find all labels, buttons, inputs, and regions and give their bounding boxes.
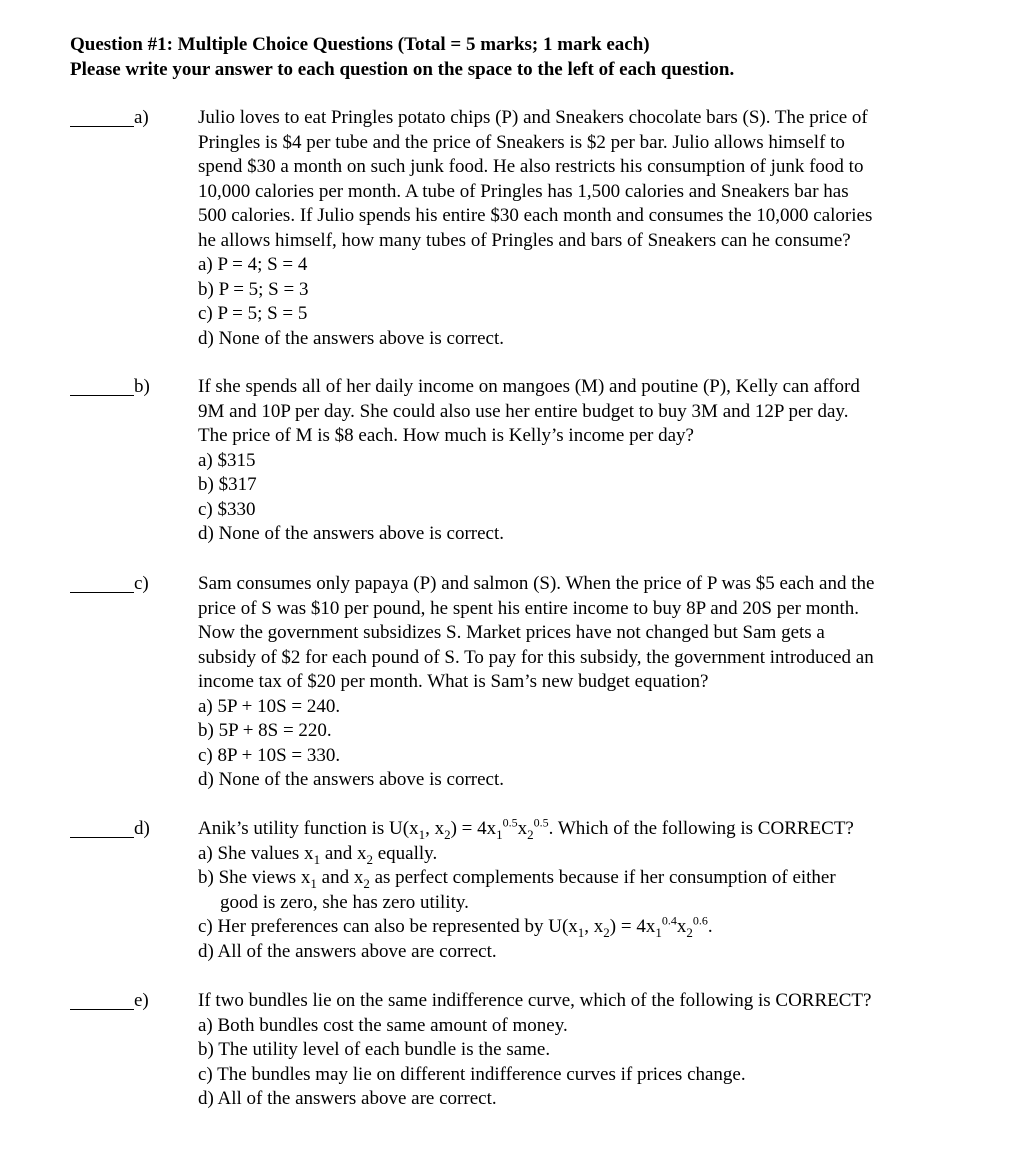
option-a: a) Both bundles cost the same amount of money. xyxy=(198,1014,568,1036)
text-run: . Which of the following is CORRECT? xyxy=(548,818,854,839)
answer-blank-d[interactable] xyxy=(70,837,134,838)
text-run: ) = 4x xyxy=(609,916,656,937)
option-c xyxy=(198,915,973,940)
option-a: a) $315 xyxy=(198,449,256,471)
stem-line: income tax of $20 per month. What is Sam’s new budget equation? xyxy=(198,671,709,692)
subscript: 2 xyxy=(444,826,451,842)
question-body xyxy=(198,989,973,1112)
option-d: d) None of the answers above is correct. xyxy=(198,769,504,790)
option-c: c) P = 5; S = 5 xyxy=(198,303,308,324)
stem-line: Pringles is $4 per tube and the price of Sneakers is $2 per bar. Julio allows himself to xyxy=(198,131,845,153)
text-run: , x xyxy=(425,818,445,839)
exponent: 0.5 xyxy=(533,815,549,830)
answer-blank-a[interactable] xyxy=(70,126,134,127)
subscript: 1 xyxy=(655,924,662,940)
stem-line: Now the government subsidizes S. Market prices have not changed but Sam gets a xyxy=(198,622,825,643)
stem-line: subsidy of $2 for each pound of S. To pay for this subsidy, the government introduced an xyxy=(198,646,874,668)
answer-blank-b[interactable] xyxy=(70,395,134,396)
option-d: d) None of the answers above is correct. xyxy=(198,523,504,544)
stem-line: price of S was $10 per pound, he spent his entire income to buy 8P and 20S per month. xyxy=(198,597,860,619)
text-run: equally. xyxy=(373,842,438,864)
text-run: x xyxy=(676,916,687,937)
question-letter: e) xyxy=(134,990,149,1011)
header-instructions: Please write your answer to each question on the space to the left of each question. xyxy=(70,59,735,80)
question-header xyxy=(70,32,970,82)
header-title: Question #1: Multiple Choice Questions (Total = 5 marks; 1 mark each) xyxy=(70,34,650,55)
stem-line: Julio loves to eat Pringles potato chips (P) and Sneakers chocolate bars (S). The price of xyxy=(198,107,868,128)
text-run: a) She values x xyxy=(198,842,314,864)
stem-line: The price of M is $8 each. How much is Kelly’s income per day? xyxy=(198,425,694,446)
subscript: 2 xyxy=(366,851,373,867)
text-run: . xyxy=(707,916,713,937)
subscript: 2 xyxy=(603,924,610,940)
text-run: x xyxy=(517,818,528,839)
exponent: 0.6 xyxy=(692,913,708,928)
text-run: , x xyxy=(584,916,604,937)
option-b: b) $317 xyxy=(198,474,257,495)
subscript: 1 xyxy=(310,875,317,891)
question-body xyxy=(198,817,973,964)
text-run: Anik’s utility function is U(x xyxy=(198,818,419,839)
question-letter: d) xyxy=(134,818,150,839)
option-c: c) 8P + 10S = 330. xyxy=(198,744,341,766)
option-d: d) All of the answers above are correct. xyxy=(198,1088,497,1109)
option-a: a) P = 4; S = 4 xyxy=(198,254,308,275)
stem-line: 10,000 calories per month. A tube of Pringles has 1,500 calories and Sneakers bar has xyxy=(198,180,849,202)
stem-line: he allows himself, how many tubes of Pringles and bars of Sneakers can he consume? xyxy=(198,229,851,251)
option-a: a) 5P + 10S = 240. xyxy=(198,695,341,717)
stem-line: If she spends all of her daily income on mangoes (M) and poutine (P), Kelly can afford xyxy=(198,376,860,397)
stem-line: If two bundles lie on the same indifference curve, which of the following is CORRECT? xyxy=(198,990,872,1011)
text-run: and x xyxy=(320,842,367,864)
question-body xyxy=(198,572,973,793)
text-run: c) Her preferences can also be represented by U(x xyxy=(198,916,578,937)
text-run: b) She views x xyxy=(198,867,311,888)
subscript: 1 xyxy=(496,826,503,842)
question-letter: c) xyxy=(134,573,149,594)
option-c: c) The bundles may lie on different indifference curves if prices change. xyxy=(198,1063,746,1085)
option-b-continuation: good is zero, she has zero utility. xyxy=(220,891,469,913)
subscript: 2 xyxy=(686,924,693,940)
exponent: 0.4 xyxy=(661,913,677,928)
subscript: 1 xyxy=(313,851,321,867)
text-run: and x xyxy=(316,867,364,888)
subscript: 2 xyxy=(527,826,534,842)
option-d: d) None of the answers above is correct. xyxy=(198,327,504,349)
text-run: as perfect complements because if her consumption of either xyxy=(369,867,836,888)
option-a xyxy=(198,842,973,867)
stem-line: 9M and 10P per day. She could also use her entire budget to buy 3M and 12P per day. xyxy=(198,400,849,422)
question-body xyxy=(198,375,973,547)
stem-line: Sam consumes only papaya (P) and salmon (S). When the price of P was $5 each and the xyxy=(198,573,875,594)
subscript: 2 xyxy=(363,875,370,891)
option-c: c) $330 xyxy=(198,498,256,520)
subscript: 1 xyxy=(418,826,426,842)
subscript: 1 xyxy=(577,924,585,940)
option-d: d) All of the answers above are correct. xyxy=(198,940,497,962)
stem-line: 500 calories. If Julio spends his entire $30 each month and consumes the 10,000 calories xyxy=(198,205,873,226)
option-b: b) P = 5; S = 3 xyxy=(198,278,309,300)
question-body xyxy=(198,106,973,351)
question-letter: a) xyxy=(134,107,149,128)
option-b: b) The utility level of each bundle is the same. xyxy=(198,1039,551,1060)
text-run: ) = 4x xyxy=(450,818,497,839)
option-b: b) 5P + 8S = 220. xyxy=(198,720,332,741)
option-b xyxy=(198,866,973,891)
exponent: 0.5 xyxy=(502,815,518,830)
question-letter: b) xyxy=(134,376,150,397)
stem-line: spend $30 a month on such junk food. He also restricts his consumption of junk food to xyxy=(198,156,864,177)
answer-blank-e[interactable] xyxy=(70,1009,134,1010)
stem-line xyxy=(198,817,973,842)
answer-blank-c[interactable] xyxy=(70,592,134,593)
